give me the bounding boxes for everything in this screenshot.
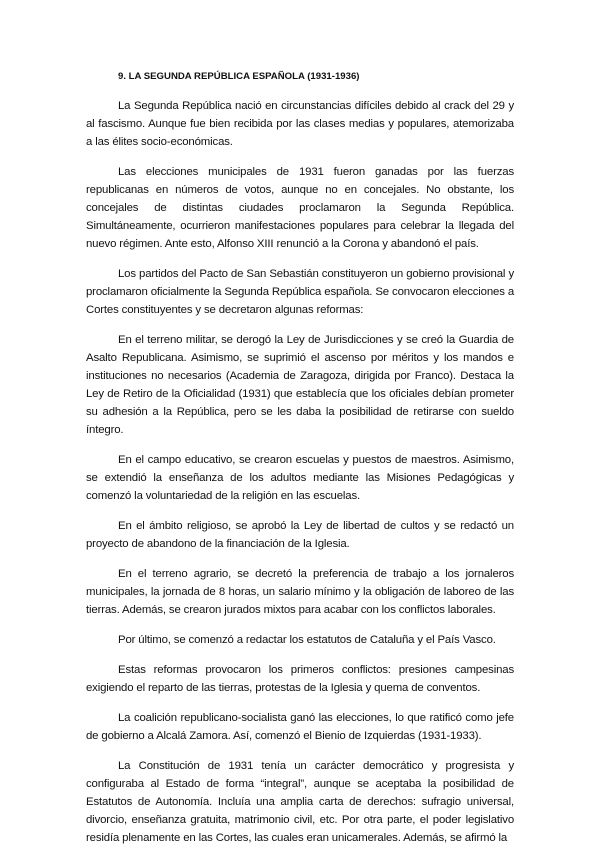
page-title: 9. LA SEGUNDA REPÚBLICA ESPAÑOLA (1931-1936) xyxy=(118,71,360,82)
paragraph: Los partidos del Pacto de San Sebastián constituyeron un gobierno provisional y proclamaron oficialmente la Segunda República española. Se convocaron elecciones a Cortes constituyentes y se decretaron algunas reformas: xyxy=(86,268,514,316)
paragraph: En el campo educativo, se crearon escuelas y puestos de maestros. Asimismo, se extendió la enseñanza de los adultos mediante las Misiones Pedagógicas y comenzó la voluntariedad de la religión en las escuelas. xyxy=(86,454,514,502)
paragraph: Por último, se comenzó a redactar los estatutos de Cataluña y el País Vasco. xyxy=(118,634,496,646)
paragraph: La Segunda República nació en circunstancias difíciles debido al crack del 29 y al fascismo. Aunque fue bien recibida por las clases medias y populares, atemorizaba a las élites socio-económicas. xyxy=(86,100,514,148)
paragraph: En el terreno militar, se derogó la Ley de Jurisdicciones y se creó la Guardia de Asalto Republicana. Asimismo, se suprimió el ascenso por méritos y los mandos e instituciones no necesarios (Academia de Zaragoza, dirigida por Franco). Destaca la Ley de Retiro de la Oficialidad (1931) que establecía que los oficiales debían prometer su adhesión a la República, pero se les daba la posibilidad de retirarse con sueldo íntegro. xyxy=(86,334,514,436)
paragraph: Las elecciones municipales de 1931 fueron ganadas por las fuerzas republicanas en números de votos, aunque no en concejales. No obstante, los concejales de distintas ciudades proclamaron la Segunda República. Simultáneamente, ocurrieron manifestaciones populares para celebrar la llegada del nuevo régimen. Ante esto, Alfonso XIII renunció a la Corona y abandonó el país. xyxy=(86,166,514,250)
paragraph: En el ámbito religioso, se aprobó la Ley de libertad de cultos y se redactó un proyecto de abandono de la financiación de la Iglesia. xyxy=(86,520,514,550)
paragraph: En el terreno agrario, se decretó la preferencia de trabajo a los jornaleros municipales, la jornada de 8 horas, un salario mínimo y la obligación de laboreo de las tierras. Además, se crearon jurados mixtos para acabar con los conflictos laborales. xyxy=(86,568,514,616)
document-page xyxy=(86,70,514,859)
paragraph: La Constitución de 1931 tenía un carácter democrático y progresista y configuraba al Estado de forma “integral”, aunque se aceptaba la posibilidad de Estatutos de Autonomía. Incluía una amplia carta de derechos: sufragio universal, divorcio, enseñanza gratuita, matrimonio civil, etc. Por otra parte, el poder legislativo residía plenamente en las Cortes, las cuales eran unicamerales. Además, se afirmó la xyxy=(86,760,514,844)
paragraph: La coalición republicano-socialista ganó las elecciones, lo que ratificó como jefe de gobierno a Alcalá Zamora. Así, comenzó el Bienio de Izquierdas (1931-1933). xyxy=(86,712,514,742)
paragraph: Estas reformas provocaron los primeros conflictos: presiones campesinas exigiendo el reparto de las tierras, protestas de la Iglesia y quema de conventos. xyxy=(86,664,514,694)
